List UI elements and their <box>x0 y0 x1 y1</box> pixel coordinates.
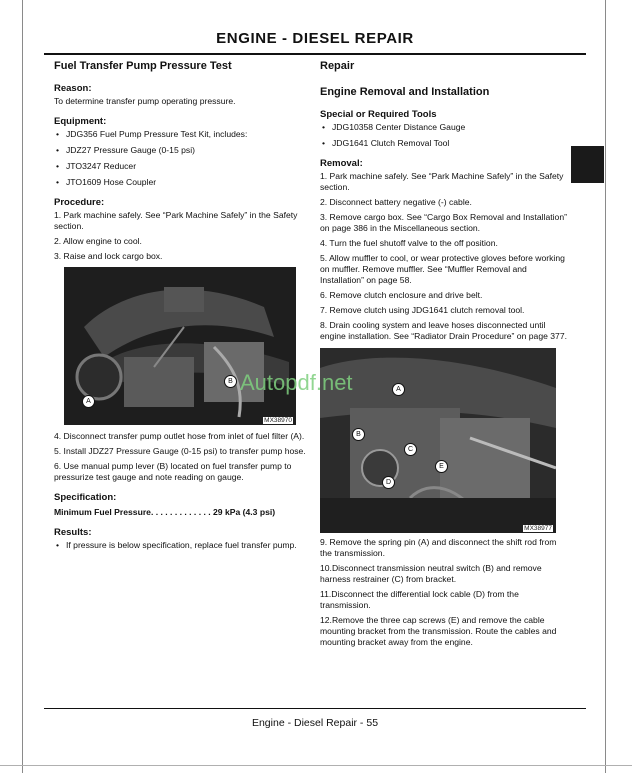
header-rule <box>44 53 586 55</box>
callout-label: E <box>435 460 448 473</box>
tool-item: • JDG1641 Clutch Removal Tool <box>320 138 570 149</box>
results-heading: Results: <box>54 527 92 538</box>
watermark-text: Autopdf.net <box>240 370 353 395</box>
removal-heading: Removal: <box>320 158 363 169</box>
engine-photo-illustration <box>64 267 296 425</box>
tools-heading: Special or Required Tools <box>320 109 437 120</box>
results-item: • If pressure is below specification, replace fuel transfer pump. <box>54 540 306 551</box>
removal-step: 3. Remove cargo box. See “Cargo Box Removal and Installation” on page 386 in the Miscellaneous section. <box>320 212 567 233</box>
fuel-pump-photo <box>64 267 296 425</box>
section-title-pressure-test: Fuel Transfer Pump Pressure Test <box>54 60 232 72</box>
procedure-step: 4. Disconnect transfer pump outlet hose from inlet of fuel filter (A). <box>54 431 305 441</box>
equipment-sub-item: • JTO3247 Reducer <box>54 161 306 172</box>
removal-step: 4. Turn the fuel shutoff valve to the off position. <box>320 238 498 248</box>
removal-step: 2. Disconnect battery negative (-) cable. <box>320 197 472 207</box>
equipment-main-item: • JDG356 Fuel Pump Pressure Test Kit, includes: <box>54 129 306 140</box>
tool-item: • JDG10358 Center Distance Gauge <box>320 122 570 133</box>
page-bottom-rule <box>0 765 632 766</box>
callout-label: D <box>382 476 395 489</box>
repair-title: Repair <box>320 60 355 72</box>
section-tab-marker <box>571 146 604 183</box>
right-column <box>320 58 570 652</box>
callout-label: A <box>392 383 405 396</box>
equipment-sub-item: • JDZ27 Pressure Gauge (0-15 psi) <box>54 145 306 156</box>
procedure-step: 5. Install JDZ27 Pressure Gauge (0-15 psi) to transfer pump hose. <box>54 446 306 456</box>
equipment-heading: Equipment: <box>54 116 107 127</box>
procedure-step: 1. Park machine safely. See “Park Machine Safely” in the Safety section. <box>54 210 298 231</box>
reason-text: To determine transfer pump operating pressure. <box>54 96 236 106</box>
removal-step: 8. Drain cooling system and leave hoses disconnected until engine installation. See “Radiator Drain Procedure” on page 377. <box>320 320 567 341</box>
removal-step: 10.Disconnect transmission neutral switch (B) and remove harness restrainer (C) from bracket. <box>320 563 542 584</box>
callout-label: B <box>224 375 237 388</box>
specification-heading: Specification: <box>54 492 117 503</box>
page-title: ENGINE - DIESEL REPAIR <box>216 30 414 47</box>
specification-line: Minimum Fuel Pressure. . . . . . . . . . . . . 29 kPa (4.3 psi) <box>54 507 276 517</box>
removal-step: 12.Remove the three cap screws (E) and remove the cable mounting bracket from the transmission. Route the cables and mounting bracket away from the engine. <box>320 615 557 647</box>
removal-step: 1. Park machine safely. See “Park Machine Safely” in the Safety section. <box>320 171 564 192</box>
removal-step: 7. Remove clutch using JDG1641 clutch removal tool. <box>320 305 525 315</box>
procedure-step: 6. Use manual pump lever (B) located on fuel transfer pump to pressurize test gauge and note reading on gauge. <box>54 461 292 482</box>
procedure-heading: Procedure: <box>54 197 105 208</box>
photo-caption: MX38977 <box>524 525 552 532</box>
reason-heading: Reason: <box>54 83 92 94</box>
callout-label: C <box>404 443 417 456</box>
callout-label: A <box>82 395 95 408</box>
callout-label: B <box>352 428 365 441</box>
removal-step: 5. Allow muffler to cool, or wear protective gloves before working on muffler. Remove muffler. See “Muffler Removal and Installation” on page 58. <box>320 253 565 285</box>
transmission-photo <box>320 348 556 533</box>
removal-step: 9. Remove the spring pin (A) and disconnect the shift rod from the transmission. <box>320 537 557 558</box>
removal-step: 11.Disconnect the differential lock cable (D) from the transmission. <box>320 589 519 610</box>
section-title-engine-removal: Engine Removal and Installation <box>320 86 490 98</box>
removal-step: 6. Remove clutch enclosure and drive belt. <box>320 290 483 300</box>
photo-caption: MX38970 <box>264 417 292 424</box>
page-footer: Engine - Diesel Repair - 55 <box>251 717 379 729</box>
left-column <box>54 58 306 556</box>
procedure-step: 2. Allow engine to cool. <box>54 236 142 246</box>
procedure-step: 3. Raise and lock cargo box. <box>54 251 163 261</box>
footer-rule <box>44 708 586 709</box>
equipment-sub-item: • JTO1609 Hose Coupler <box>54 177 306 188</box>
